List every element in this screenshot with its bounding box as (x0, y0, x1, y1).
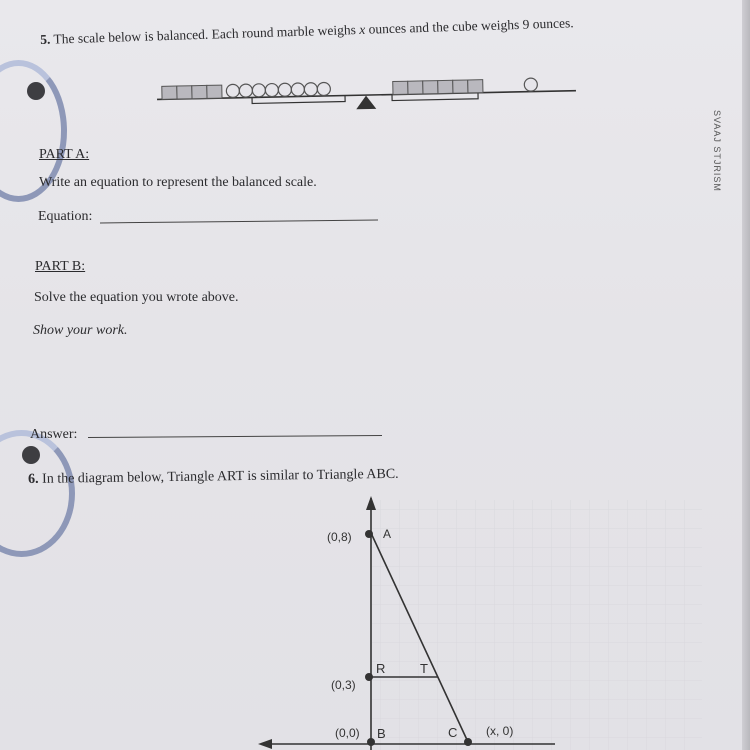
point-b-coordinate: (0,0) (335, 726, 360, 740)
right-marble (524, 78, 537, 91)
point-a-label: A (383, 527, 392, 541)
left-marble (291, 83, 304, 96)
left-cube (192, 85, 207, 98)
part-b-label: PART B: (35, 259, 86, 274)
part-a-instruction: Write an equation to represent the balanced scale. (39, 175, 317, 190)
point-c-coordinate: (x, 0) (486, 724, 514, 738)
right-cube (393, 81, 408, 94)
point-r-dot (365, 673, 373, 681)
point-r-label: R (376, 661, 386, 676)
left-marble (317, 82, 330, 95)
x-axis-arrow (258, 739, 272, 749)
right-cube (408, 81, 423, 94)
point-r-coordinate: (0,3) (331, 678, 356, 692)
left-cube (207, 85, 222, 98)
left-marble (265, 83, 278, 96)
point-c-label: C (448, 725, 458, 740)
point-c-dot (464, 738, 472, 746)
show-work-text: Show your work. (33, 323, 128, 338)
question-5-number: 5. (40, 31, 51, 47)
left-cube (177, 86, 192, 99)
left-marble (278, 83, 291, 96)
right-cube (468, 80, 483, 93)
question-6-text: In the diagram below, Triangle ART is similar to Triangle ABC. (41, 466, 399, 487)
question-5-variable: x (358, 21, 366, 37)
part-a-label: PART A: (39, 147, 90, 162)
right-cube (438, 80, 453, 93)
point-a-coordinate: (0,8) (327, 530, 352, 544)
graph-grid (372, 500, 702, 750)
left-marble (252, 84, 265, 97)
left-marble (239, 84, 252, 97)
part-b-instruction: Solve the equation you wrote above. (34, 290, 239, 305)
point-b-label: B (377, 726, 386, 741)
question-6-number: 6. (28, 471, 39, 487)
binder-hole-bottom (22, 446, 40, 464)
point-t-label: T (420, 661, 428, 676)
balance-scale (0, 55, 750, 185)
right-cube (423, 81, 438, 94)
right-cube (453, 80, 468, 93)
point-b-dot (367, 738, 375, 746)
side-tab-text: SVAAJ STJRISM (712, 110, 722, 192)
left-marble (226, 84, 239, 97)
question-5-text-a: The scale below is balanced. Each round marble weighs (53, 21, 360, 47)
left-cube (162, 86, 177, 99)
equation-label: Equation: (38, 209, 93, 224)
question-5-text-b: ounces and the cube weighs 9 ounces. (364, 15, 574, 37)
answer-label: Answer: (30, 427, 78, 442)
left-marble (304, 83, 317, 96)
triangle-diagram (0, 490, 750, 750)
point-a-dot (365, 530, 373, 538)
scale-fulcrum (356, 95, 376, 109)
